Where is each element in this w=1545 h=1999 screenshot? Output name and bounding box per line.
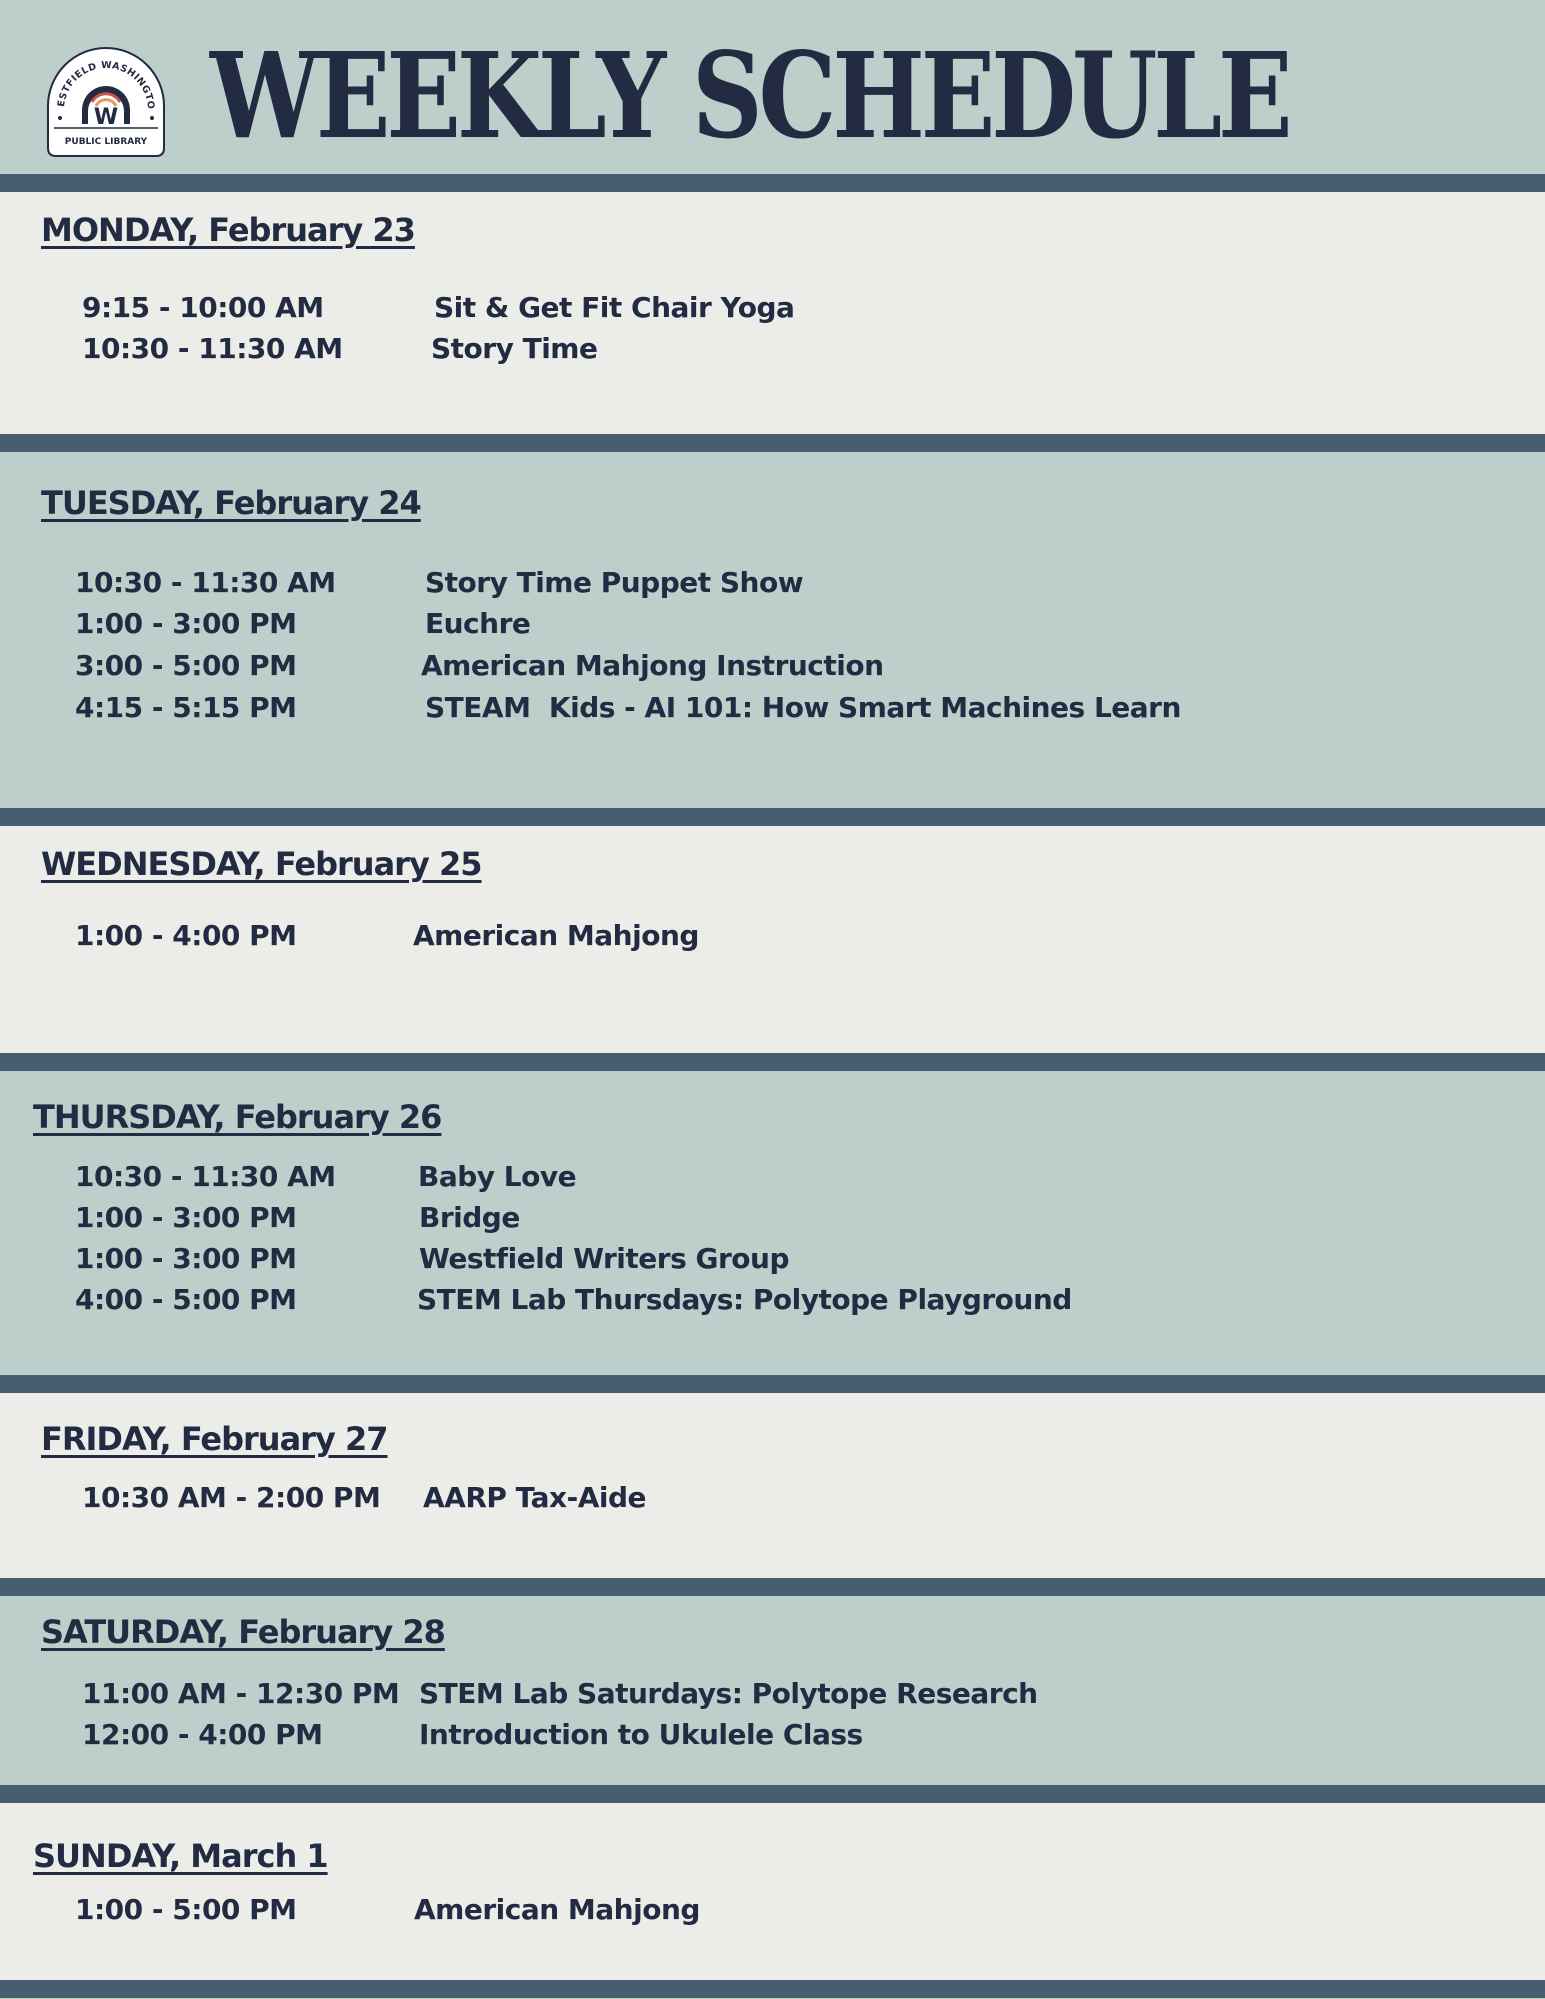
day-section-sunday: [0, 1803, 1545, 1980]
event-name: American Mahjong Instruction: [421, 649, 884, 682]
logo-bottom-text: PUBLIC LIBRARY: [64, 137, 148, 147]
event-time: 3:00 - 5:00 PM: [75, 649, 297, 682]
event-time: 1:00 - 4:00 PM: [75, 919, 297, 952]
divider-bar: [0, 1785, 1545, 1803]
event-name: Story Time: [431, 332, 598, 365]
divider-bar: [0, 1578, 1545, 1596]
event-name: STEM Lab Saturdays: Polytope Research: [419, 1677, 1038, 1710]
divider-bar: [0, 808, 1545, 826]
event-name: Story Time Puppet Show: [425, 566, 804, 599]
event-time: 1:00 - 5:00 PM: [75, 1893, 297, 1926]
divider-bar: [0, 1053, 1545, 1071]
header: [0, 0, 1545, 174]
day-heading-monday: MONDAY, February 23: [41, 211, 415, 249]
event-name: Westfield Writers Group: [419, 1242, 789, 1275]
event-time: 1:00 - 3:00 PM: [75, 1242, 297, 1275]
day-section-wednesday: [0, 826, 1545, 1053]
event-time: 1:00 - 3:00 PM: [75, 1201, 297, 1234]
day-heading-thursday: THURSDAY, February 26: [33, 1098, 442, 1136]
day-section-thursday: [0, 1071, 1545, 1375]
event-time: 12:00 - 4:00 PM: [82, 1718, 323, 1751]
day-section-saturday: [0, 1596, 1545, 1785]
event-name: Sit & Get Fit Chair Yoga: [434, 291, 795, 324]
divider-bar: [0, 1375, 1545, 1393]
event-name: Introduction to Ukulele Class: [419, 1718, 863, 1751]
library-logo: [44, 44, 168, 158]
event-time: 4:15 - 5:15 PM: [75, 691, 297, 724]
event-name: American Mahjong: [413, 919, 699, 952]
day-heading-tuesday: TUESDAY, February 24: [41, 484, 421, 522]
event-name: AARP Tax-Aide: [423, 1481, 647, 1514]
day-section-friday: [0, 1393, 1545, 1578]
event-time: 11:00 AM - 12:30 PM: [82, 1677, 400, 1710]
event-time: 10:30 - 11:30 AM: [75, 1160, 336, 1193]
divider-bar: [0, 1980, 1545, 1998]
event-name: STEAM Kids - AI 101: How Smart Machines Learn: [425, 691, 1181, 724]
day-heading-saturday: SATURDAY, February 28: [41, 1613, 445, 1651]
divider-bar: [0, 174, 1545, 192]
day-section-tuesday: [0, 452, 1545, 808]
day-heading-wednesday: WEDNESDAY, February 25: [41, 845, 482, 883]
event-time: 4:00 - 5:00 PM: [75, 1283, 297, 1316]
divider-bar: [0, 434, 1545, 452]
logo-monogram: W: [93, 105, 119, 130]
event-name: Bridge: [419, 1201, 520, 1234]
event-name: American Mahjong: [414, 1893, 700, 1926]
event-time: 10:30 - 11:30 AM: [75, 566, 336, 599]
day-heading-friday: FRIDAY, February 27: [41, 1420, 388, 1458]
event-time: 1:00 - 3:00 PM: [75, 607, 297, 640]
event-name: Baby Love: [418, 1160, 577, 1193]
event-name: STEM Lab Thursdays: Polytope Playground: [417, 1283, 1072, 1316]
day-section-monday: [0, 192, 1545, 434]
event-time: 10:30 - 11:30 AM: [82, 332, 343, 365]
event-name: Euchre: [425, 607, 531, 640]
day-heading-sunday: SUNDAY, March 1: [33, 1837, 328, 1875]
event-time: 9:15 - 10:00 AM: [82, 291, 324, 324]
logo-arc-text: ESTFIELD WASHINGTO: [56, 59, 157, 111]
event-time: 10:30 AM - 2:00 PM: [82, 1481, 381, 1514]
page-title: WEEKLY SCHEDULE: [210, 26, 1289, 165]
